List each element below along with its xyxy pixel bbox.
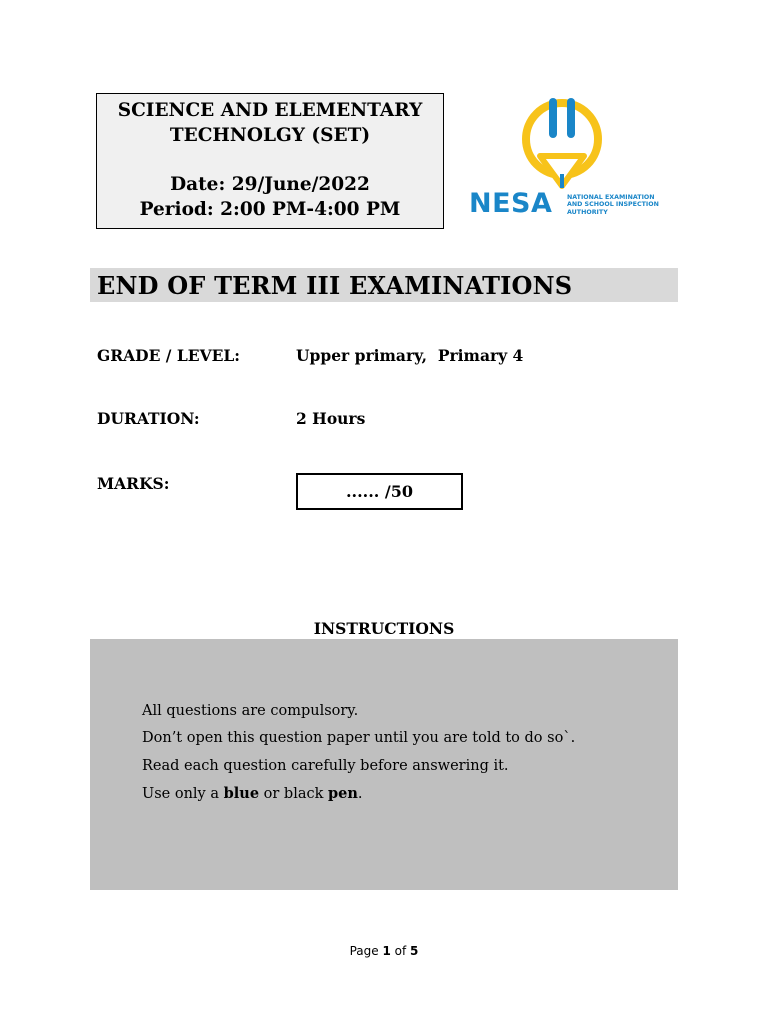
instruction-text: .	[357, 785, 363, 802]
logo-sub-line1: NATIONAL EXAMINATION	[567, 194, 655, 201]
instruction-bold-blue: blue	[223, 784, 260, 802]
instruction-item: Don’t open this question paper until you are told to do so`.	[142, 730, 576, 747]
page-number: 1	[382, 944, 391, 958]
instruction-item: Read each question carefully before answering it.	[142, 757, 509, 774]
subject-title-line2: TECHNOLGY (SET)	[169, 125, 371, 146]
instruction-item: All questions are compulsory.	[142, 703, 359, 719]
instruction-text: Use only a	[142, 785, 224, 802]
page-total: 5	[410, 944, 419, 958]
logo-authority-name	[567, 194, 677, 216]
of-word: of	[390, 944, 411, 958]
instructions-list	[142, 698, 575, 808]
logo-pencil-bar-left	[549, 98, 557, 138]
duration-label: DURATION:	[97, 409, 200, 428]
grade-value: Upper primary, Primary 4	[296, 346, 524, 365]
instructions-heading: INSTRUCTIONS	[313, 619, 455, 638]
page-footer	[0, 942, 768, 960]
marks-label: MARKS:	[97, 474, 170, 493]
logo-pencil-bar-right	[567, 98, 575, 138]
subject-box	[96, 93, 444, 229]
logo-sub-line3: AUTHORITY	[567, 208, 608, 216]
exam-date: Date: 29/June/2022	[170, 174, 370, 195]
exam-title: END OF TERM III EXAMINATIONS	[90, 268, 678, 302]
instruction-text: or black	[259, 785, 329, 802]
page-word: Page	[349, 944, 383, 958]
exam-period: Period: 2:00 PM-4:00 PM	[139, 199, 401, 220]
logo-pencil-point	[560, 174, 564, 188]
instruction-item	[142, 780, 575, 808]
marks-box[interactable]: ...... /50	[296, 473, 463, 510]
logo-wordmark: NESA	[469, 188, 553, 219]
logo-sub-line2: AND SCHOOL INSPECTION	[567, 201, 659, 209]
duration-value: 2 Hours	[296, 409, 366, 428]
instructions-box	[90, 639, 678, 890]
subject-title-line1: SCIENCE AND ELEMENTARY	[117, 100, 423, 121]
grade-label: GRADE / LEVEL:	[97, 346, 241, 365]
instruction-bold-pen: pen	[328, 784, 358, 802]
